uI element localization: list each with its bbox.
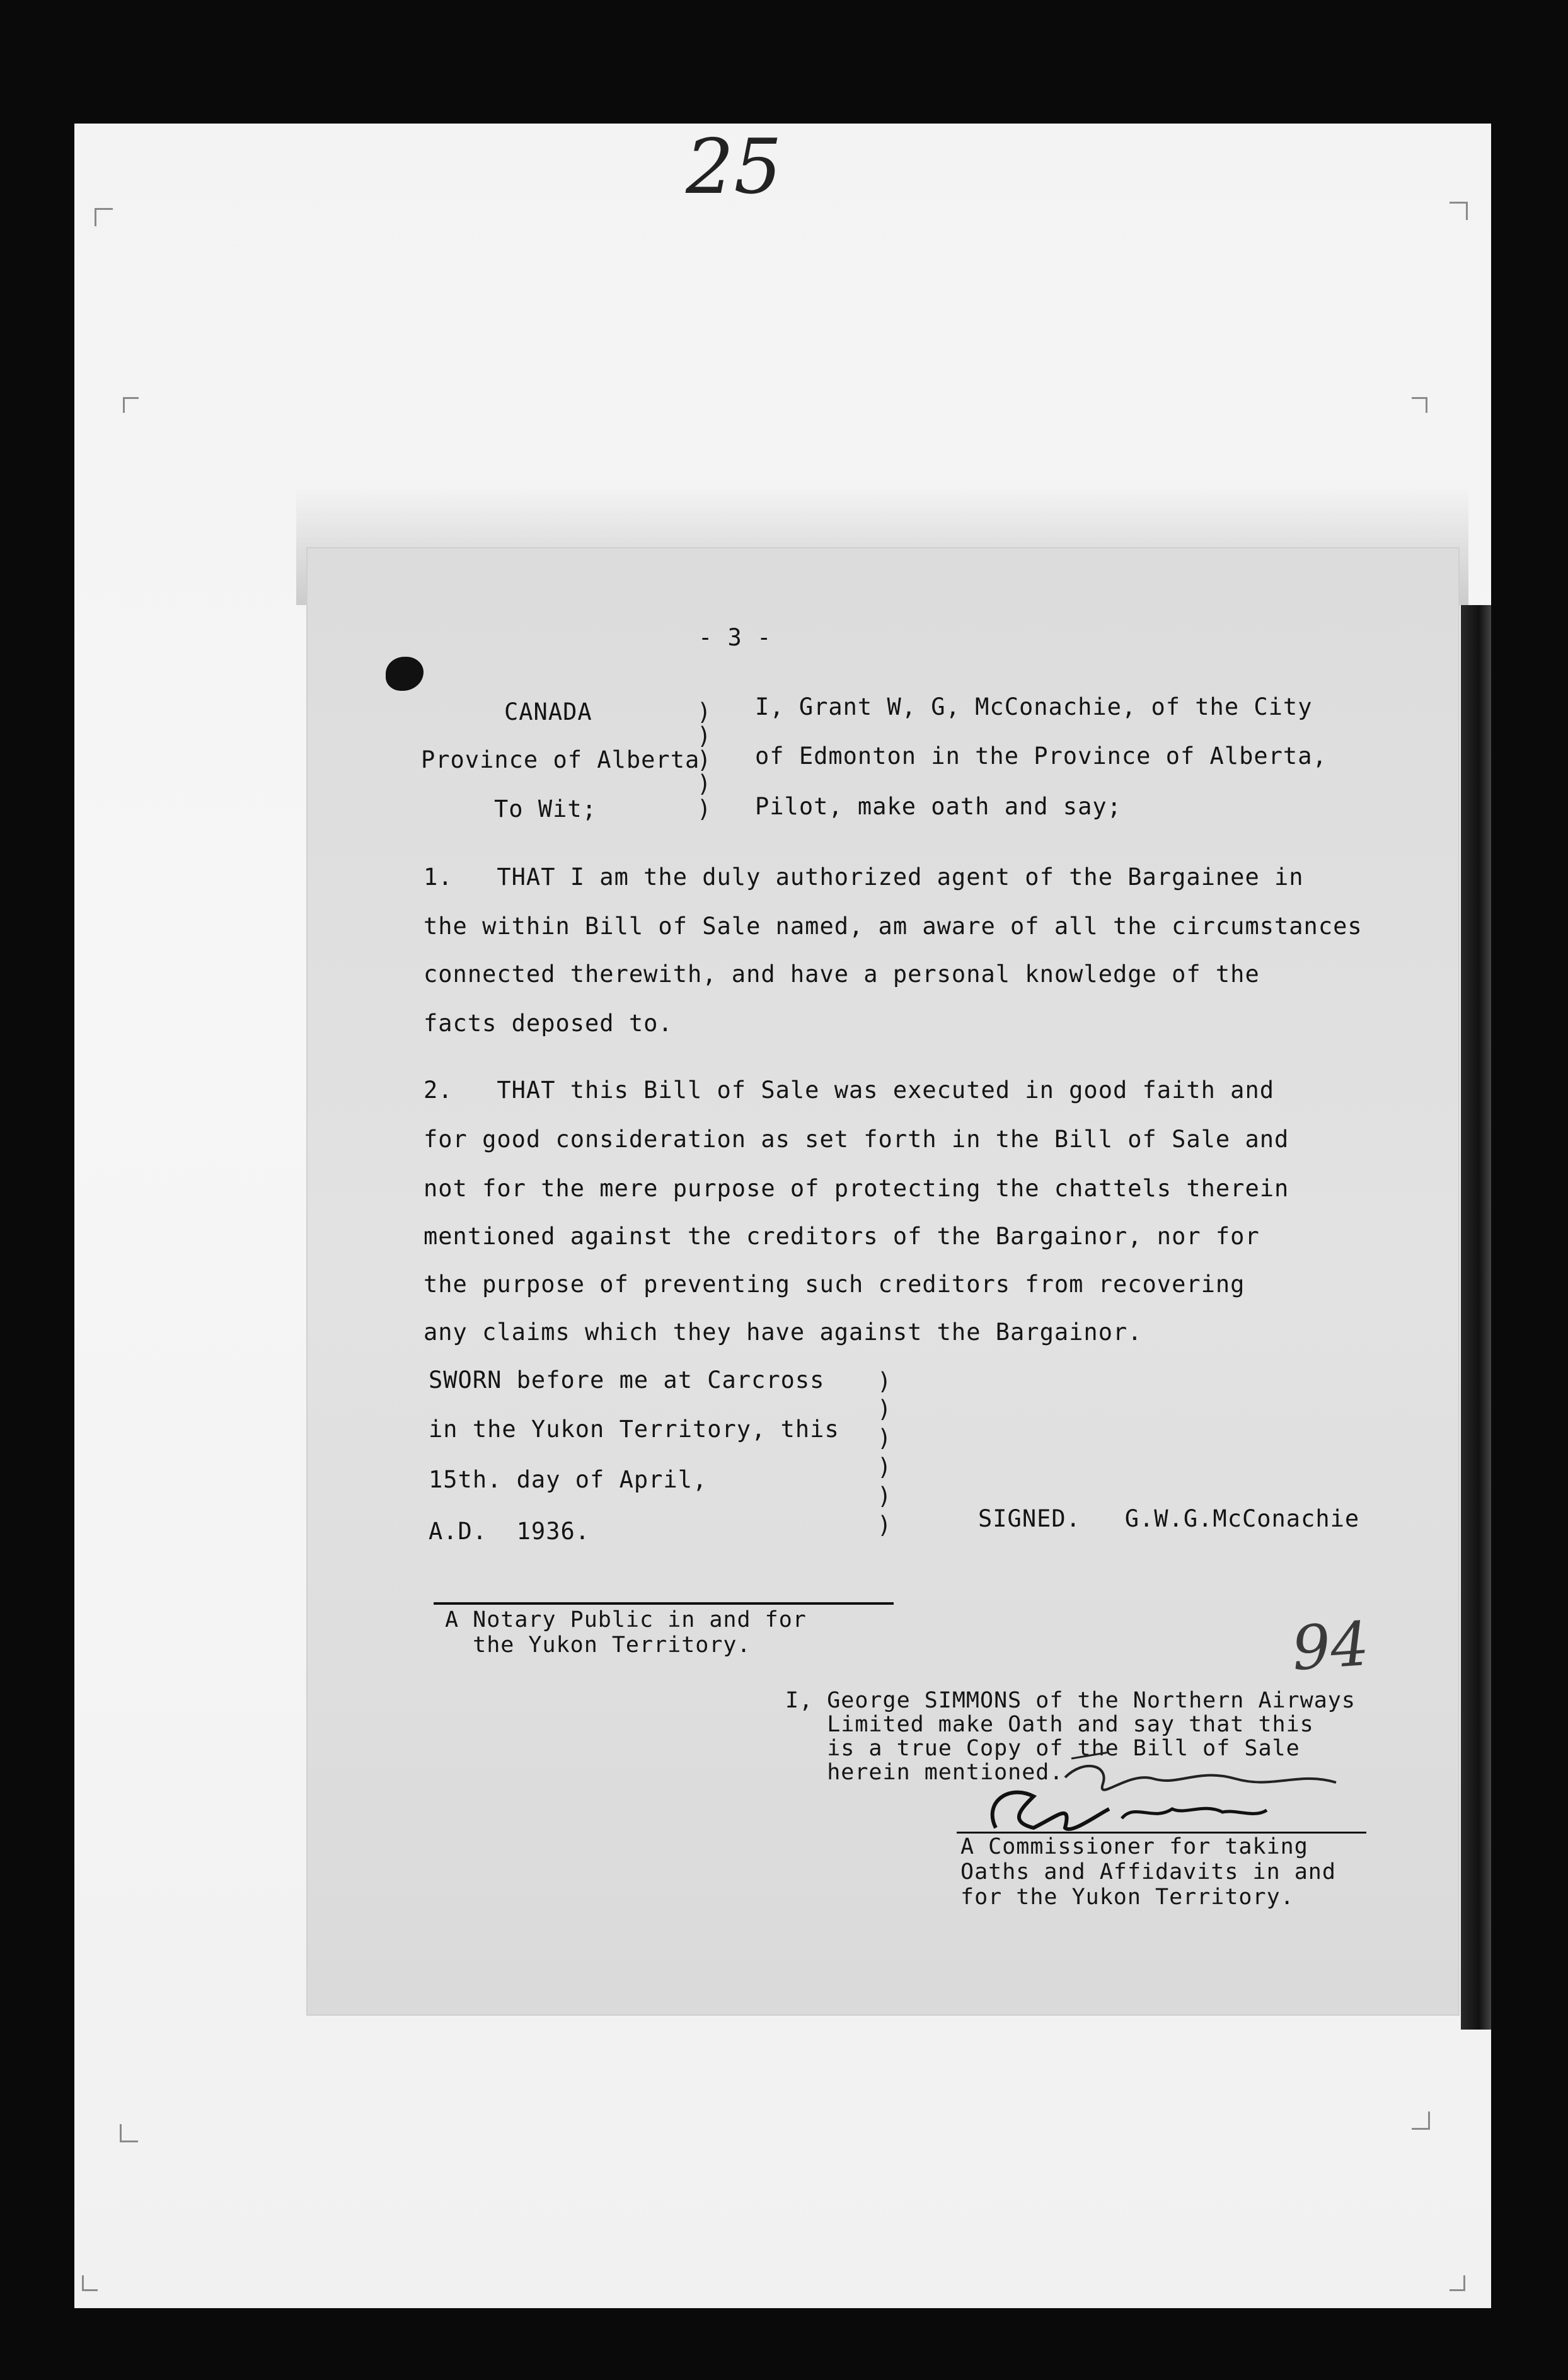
para2-line: not for the mere purpose of protecting the chattels therein: [424, 1175, 1289, 1202]
commissioner-line: Oaths and Affidavits in and: [960, 1859, 1336, 1885]
handwritten-frame-number: 25: [686, 124, 782, 211]
heading-right-line: of Edmonton in the Province of Alberta,: [755, 742, 1327, 770]
commissioner-line: for the Yukon Territory.: [960, 1885, 1294, 1910]
sworn-bracket: ): [877, 1395, 892, 1423]
sworn-bracket: ): [877, 1453, 892, 1481]
para2-line: for good consideration as set forth in the Bill of Sale and: [424, 1126, 1289, 1153]
certification-line: is a true Copy of the Bill of Sale: [785, 1736, 1300, 1761]
sworn-bracket: ): [877, 1511, 892, 1539]
heading-left-line: CANADA: [504, 698, 592, 725]
para2-line: 2. THAT this Bill of Sale was executed in good faith and: [424, 1077, 1275, 1104]
para1-line: connected therewith, and have a personal knowledge of the: [424, 961, 1260, 988]
page-number: - 3 -: [698, 624, 772, 651]
signed-line: SIGNED. G.W.G.McConachie: [978, 1505, 1360, 1532]
certification-line: Limited make Oath and say that this: [785, 1712, 1314, 1737]
heading-bracket: ): [697, 698, 712, 725]
para1-line: the within Bill of Sale named, am aware of all the circumstances: [424, 913, 1363, 940]
sworn-bracket: ): [877, 1368, 892, 1395]
heading-bracket: ): [697, 746, 712, 773]
para1-line: 1. THAT I am the duly authorized agent of the Bargainee in: [424, 864, 1304, 891]
sworn-line: in the Yukon Territory, this: [429, 1416, 839, 1443]
para2-line: mentioned against the creditors of the Bargainor, nor for: [424, 1223, 1260, 1250]
sworn-line: SWORN before me at Carcross: [429, 1366, 825, 1394]
heading-right-line: I, Grant W, G, McConachie, of the City: [755, 693, 1313, 720]
heading-bracket: ): [697, 795, 712, 823]
sworn-bracket: ): [877, 1424, 892, 1452]
certification-line: I, George SIMMONS of the Northern Airways: [785, 1688, 1356, 1713]
heading-right-line: Pilot, make oath and say;: [755, 793, 1122, 820]
sworn-line: 15th. day of April,: [429, 1466, 708, 1493]
sworn-bracket: ): [877, 1482, 892, 1510]
notary-line: the Yukon Territory.: [445, 1632, 751, 1658]
sworn-line: A.D. 1936.: [429, 1518, 591, 1545]
para2-line: any claims which they have against the Bargainor.: [424, 1319, 1143, 1346]
heading-bracket: ): [697, 722, 712, 749]
para1-line: facts deposed to.: [424, 1010, 673, 1037]
notary-line: A Notary Public in and for: [445, 1607, 807, 1632]
certification-line: herein mentioned.: [785, 1760, 1064, 1785]
commissioner-signature-rule: [957, 1832, 1366, 1834]
handwritten-page-number: 94: [1289, 1608, 1371, 1685]
commissioner-line: A Commissioner for taking: [960, 1834, 1308, 1859]
heading-bracket: ): [697, 770, 712, 797]
para2-line: the purpose of preventing such creditors from recovering: [424, 1271, 1245, 1298]
heading-left-line: Province of Alberta: [421, 746, 700, 773]
heading-left-line: To Wit;: [494, 795, 597, 823]
